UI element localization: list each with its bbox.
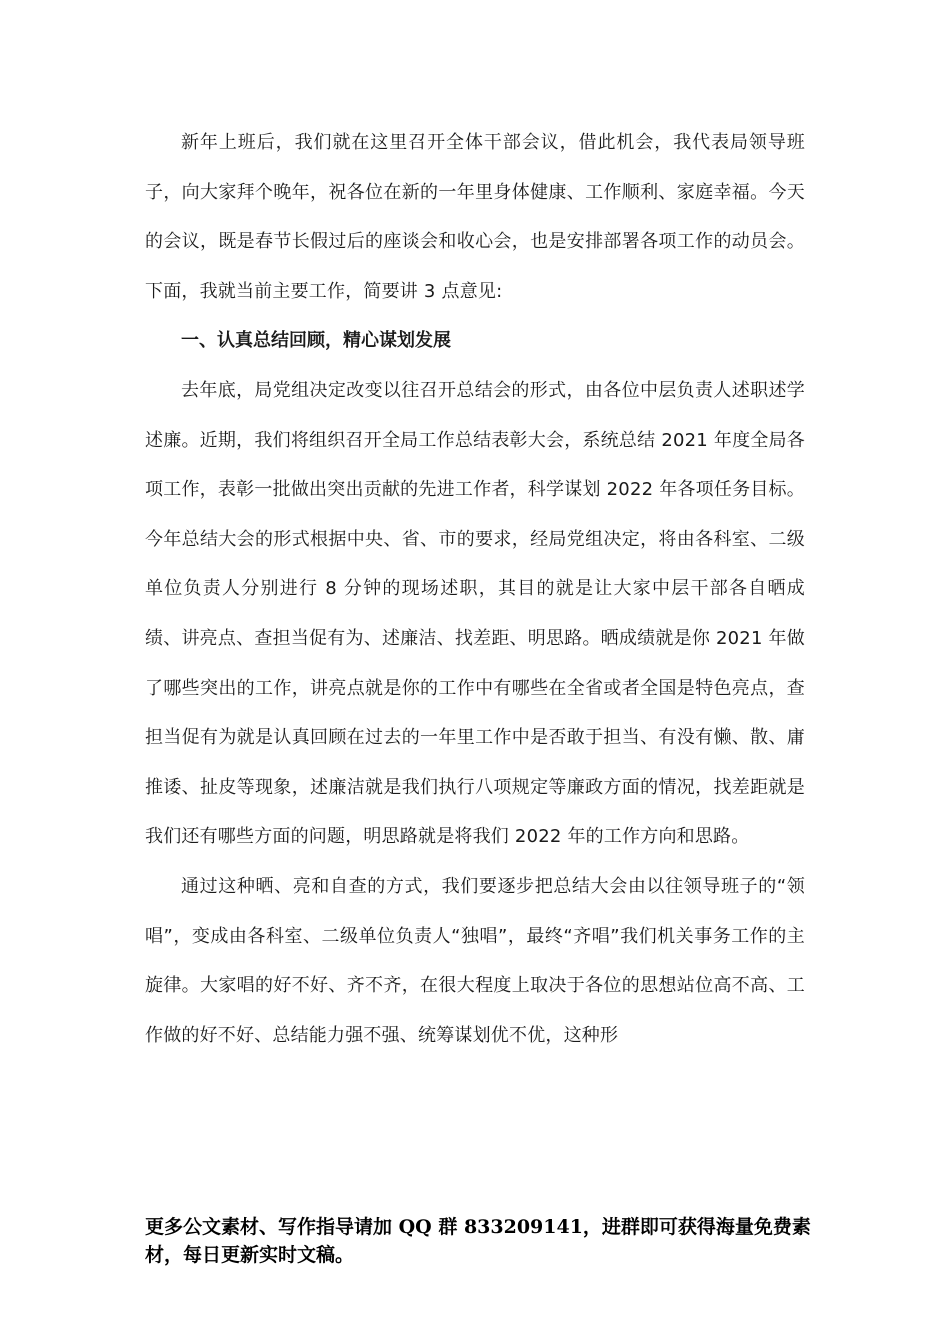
paragraph-method: 通过这种晒、亮和自查的方式，我们要逐步把总结大会由以往领导班子的“领唱”，变成由各科室、二级单位负责人“独唱”，最终“齐唱”我们机关事务工作的主旋律。大家唱的好不好、齐不齐，在很大程度上取决于各位的思想站位高不高、工作做的好不好、总结能力强不强、统筹谋划优不优，这种形 (145, 875, 805, 1046)
document-body (145, 118, 805, 1060)
footer-promo-note: 更多公文素材、写作指导请加 QQ 群 833209141，进群即可获得海量免费素材，每日更新实时文稿。 (145, 1216, 811, 1266)
section-heading-1: 一、认真总结回顾，精心谋划发展 (181, 330, 451, 352)
paragraph-summary: 去年底，局党组决定改变以往召开总结会的形式，由各位中层负责人述职述学述廉。近期，我们将组织召开全局工作总结表彰大会，系统总结 2021 年度全局各项工作，表彰一批做出突出贡献的先进工作者，科学谋划 2022 年各项任务目标。今年总结大会的形式根据中央、省、市的要求，经局党组决定，将由各科室、二级单位负责人分别进行 8 分钟的现场述职，其目的就是让大家中层干部各自晒成绩、讲亮点、查担当促有为、述廉洁、找差距、明思路。晒成绩就是你 2021 年做了哪些突出的工作，讲亮点就是你的工作中有哪些在全省或者全国是特色亮点，查担当促有为就是认真回顾在过去的一年里工作中是否敢于担当、有没有懒、散、庸推诿、扯皮等现象，述廉洁就是我们执行八项规定等廉政方面的情况，找差距就是我们还有哪些方面的问题，明思路就是将我们 2022 年的工作方向和思路。 (145, 379, 805, 848)
paragraph-opening: 新年上班后，我们就在这里召开全体干部会议，借此机会，我代表局领导班子，向大家拜个晚年，祝各位在新的一年里身体健康、工作顺利、家庭幸福。今天的会议，既是春节长假过后的座谈会和收心会，也是安排部署各项工作的动员会。下面，我就当前主要工作，简要讲 3 点意见: (145, 132, 805, 302)
